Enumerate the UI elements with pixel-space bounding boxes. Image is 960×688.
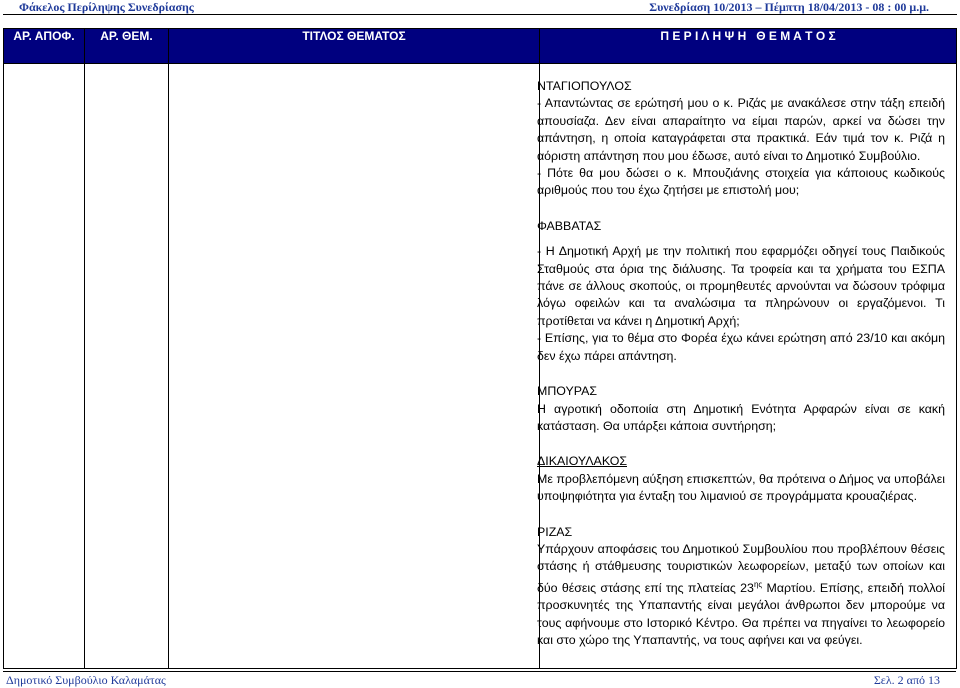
summary-text xyxy=(537,78,945,650)
topic-title-cell xyxy=(169,64,540,669)
header-divider xyxy=(3,14,957,15)
paragraph: - Η Δημοτική Αρχή με την πολιτική που εφαρμόζει οδηγεί τους Παιδικούς Σταθμούς στα όρια της διάλυσης. Τα τροφεία και τα χρήματα του ΕΣΠΑ πάνε σε άλλους σκοπούς, οι προμηθευτές αρνούνται να δώσουν τρόφιμα λόγω οφειλών και τα αναλώσιμα τα πληρώνουν οι εργαζόμενοι. Τι προτίθεται να κάνει η Δημοτική Αρχή; xyxy=(537,244,945,328)
header-session-info: Συνεδρίαση 10/2013 – Πέμπτη 18/04/2013 - 08 : 00 μ.μ. xyxy=(649,0,929,14)
paragraph: - Πότε θα μου δώσει ο κ. Μπουζιάνης στοιχεία για κάποιους κωδικούς αριθμούς που του έχω ζητήσει με επιστολή μου; xyxy=(537,166,945,198)
col-header-topic-summary: Π Ε Ρ Ι Λ Η Ψ Η Θ Ε Μ Α Τ Ο Σ xyxy=(540,29,957,64)
col-header-decision-no: ΑΡ. ΑΠΟΦ. xyxy=(4,29,85,64)
paragraph: Η αγροτική οδοποιία στη Δημοτική Ενότητα Αρφαρών είναι σε κακή κατάσταση. Θα υπάρξει κάποια συντήρηση; xyxy=(537,401,945,433)
paragraph: - Απαντώντας σε ερώτησή μου ο κ. Ριζάς με ανακάλεσε στην τάξη επειδή απουσίαζα. Δεν είναι απαραίτητο να είμαι παρών, αρκεί να δώσει την απάντηση, η οποία καταγράφεται στα πρακτικά. Εάν τιμά τον κ. Ριζά η αόριστη απάντηση που μου έδωσε, αυτό είναι το Δημοτικό Συμβούλιο. xyxy=(537,96,945,163)
header-file-title: Φάκελος Περίληψης Συνεδρίασης xyxy=(19,0,194,14)
table-header-row xyxy=(4,29,957,64)
document-footer xyxy=(6,673,954,688)
paragraph: Υπάρχουν αποφάσεις του Δημοτικού Συμβουλίου που προβλέπουν θέσεις στάσης ή στάθμευσης τουριστικών λεωφορείων, μεταξύ των οποίων και δύο θέσεις στάσης επί της πλατείας $23^{\eta\varsigma}$ Μαρτίου. Επίσης, επειδή πολλοί προσκυνητές της Υπαπαντής είναι μεγάλοι άνθρωποι δεν μπορούμε να τους αφήνουμε στο Ιστορικό Κέντρο. Θα πρέπει να πηγαίνει το λεωφορείο και στο χώρο της Υπαπαντής, να τους αφήνει και να φεύγει. xyxy=(537,541,946,648)
speaker-name: ΔΙΚΑΙΟΥΛΑΚΟΣ xyxy=(537,454,627,469)
col-header-topic-title: ΤΙΤΛΟΣ ΘΕΜΑΤΟΣ xyxy=(169,29,540,64)
paragraph: - Επίσης, για το θέμα στο Φορέα έχω κάνει ερώτηση από 23/10 και ακόμη δεν έχω πάρει απάντηση. xyxy=(537,331,945,363)
footer-divider xyxy=(3,671,956,672)
speaker-name: ΝΤΑΓΙΟΠΟΥΛΟΣ xyxy=(537,79,632,93)
document-header xyxy=(3,0,957,12)
footer-page-number: Σελ. 2 από 13 xyxy=(873,673,940,687)
speaker-name: ΦΑΒΒΑΤΑΣ xyxy=(537,218,602,233)
topic-no-cell xyxy=(85,64,169,669)
speaker-name: ΡΙΖΑΣ xyxy=(537,524,573,539)
decision-no-cell xyxy=(4,64,85,669)
paragraph: Με προβλεπόμενη αύξηση επισκεπτών, θα πρότεινα ο Δήμος να υποβάλει υποψηφιότητα για ένταξη του λιμανιού σε προγράμματα κρουαζιέρας. xyxy=(537,471,945,504)
footer-council-name: Δημοτικό Συμβούλιο Καλαμάτας xyxy=(6,673,166,687)
speaker-name: ΜΠΟΥΡΑΣ xyxy=(537,384,598,399)
col-header-topic-no: ΑΡ. ΘΕΜ. xyxy=(85,29,169,64)
